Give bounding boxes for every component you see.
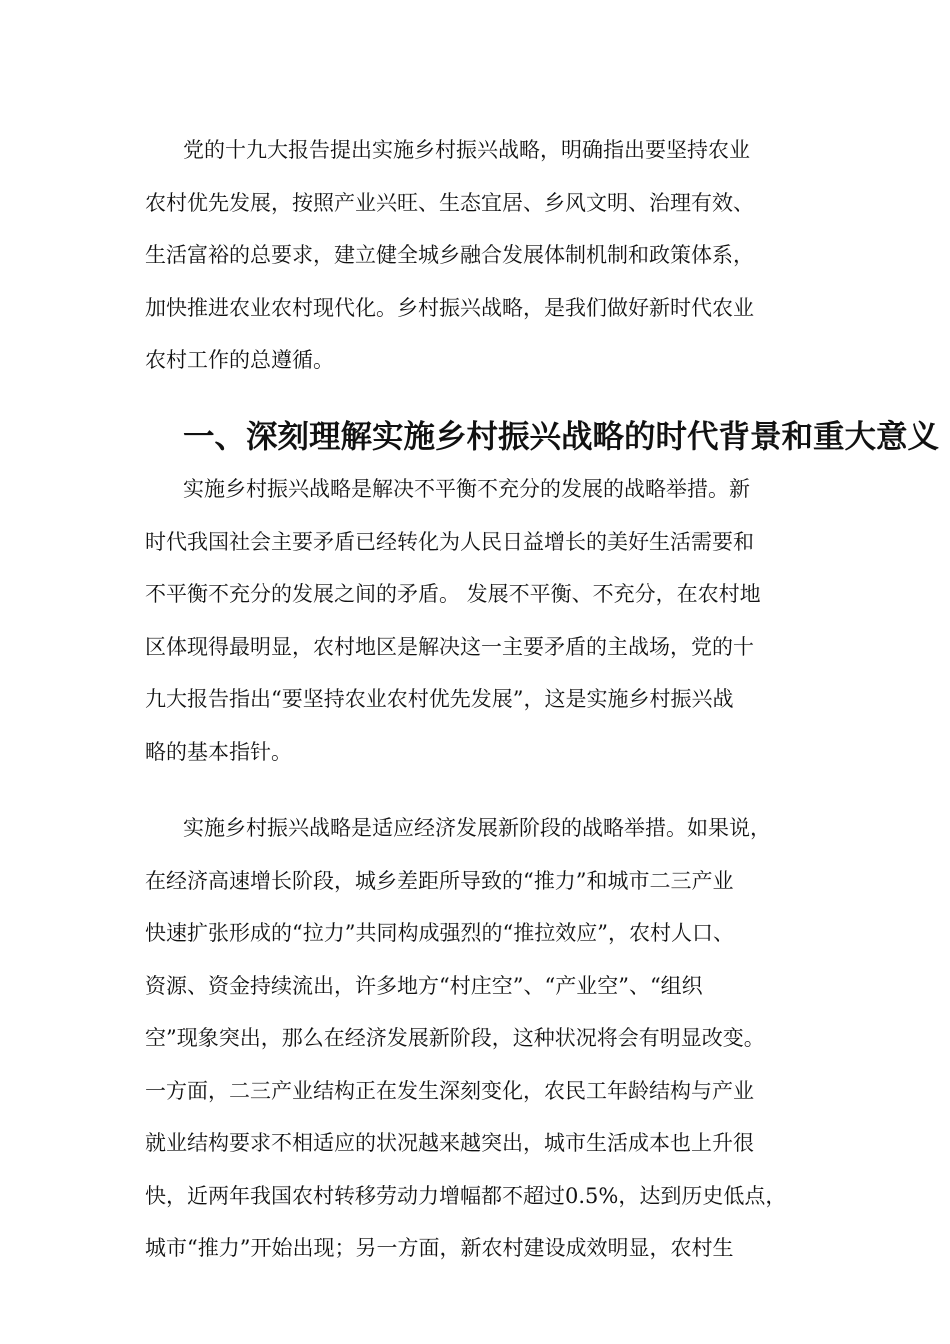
text-line: 区体现得最明显，农村地区是解决这一主要矛盾的主战场，党的十 bbox=[145, 634, 754, 659]
text-line: 农村工作的总遵循。 bbox=[145, 348, 334, 372]
text-line: 党的十九大报告提出实施乡村振兴战略，明确指出要坚持农业 bbox=[183, 138, 750, 162]
text-line: 城市“推力”开始出现；另一方面，新农村建设成效明显，农村生 bbox=[145, 1236, 734, 1260]
text-line: 在经济高速增长阶段，城乡差距所导致的“推力”和城市二三产业 bbox=[145, 868, 734, 893]
text-line: 就业结构要求不相适应的状况越来越突出，城市生活成本也上升很 bbox=[145, 1131, 754, 1155]
text-line: 资源、资金持续流出，许多地方“村庄空”、“产业空”、“组织 bbox=[145, 973, 703, 998]
section-heading: 一、深刻理解实施乡村振兴战略的时代背景和重大意义 bbox=[183, 417, 940, 455]
text-line: 空”现象突出，那么在经济发展新阶段，这种状况将会有明显改变。 bbox=[145, 1026, 765, 1050]
text-line: 快速扩张形成的“拉力”共同构成强烈的“推拉效应”，农村人口、 bbox=[145, 921, 734, 945]
text-line: 略的基本指针。 bbox=[145, 739, 292, 764]
text-line: 一方面，二三产业结构正在发生深刻变化，农民工年龄结构与产业 bbox=[145, 1078, 754, 1103]
intro-paragraph bbox=[145, 124, 810, 387]
text-line: 农村优先发展，按照产业兴旺、生态宜居、乡风文明、治理有效、 bbox=[145, 190, 754, 215]
text-line: 不平衡不充分的发展之间的矛盾。 发展不平衡、不充分，在农村地 bbox=[145, 582, 761, 606]
document-body bbox=[145, 124, 940, 1275]
section-paragraph-1 bbox=[145, 463, 810, 778]
section-paragraph-2 bbox=[145, 802, 810, 1275]
text-line: 时代我国社会主要矛盾已经转化为人民日益增长的美好生活需要和 bbox=[145, 529, 754, 554]
text-line: 生活富裕的总要求，建立健全城乡融合发展体制机制和政策体系， bbox=[145, 243, 754, 267]
text-line: 实施乡村振兴战略是解决不平衡不充分的发展的战略举措。新 bbox=[183, 477, 750, 501]
text-line: 九大报告指出“要坚持农业农村优先发展”，这是实施乡村振兴战 bbox=[145, 687, 734, 711]
text-line: 快，近两年我国农村转移劳动力增幅都不超过0.5%，达到历史低点， bbox=[145, 1183, 787, 1208]
text-line: 实施乡村振兴战略是适应经济发展新阶段的战略举措。如果说， bbox=[183, 816, 771, 840]
text-line: 加快推进农业农村现代化。乡村振兴战略，是我们做好新时代农业 bbox=[145, 295, 754, 320]
